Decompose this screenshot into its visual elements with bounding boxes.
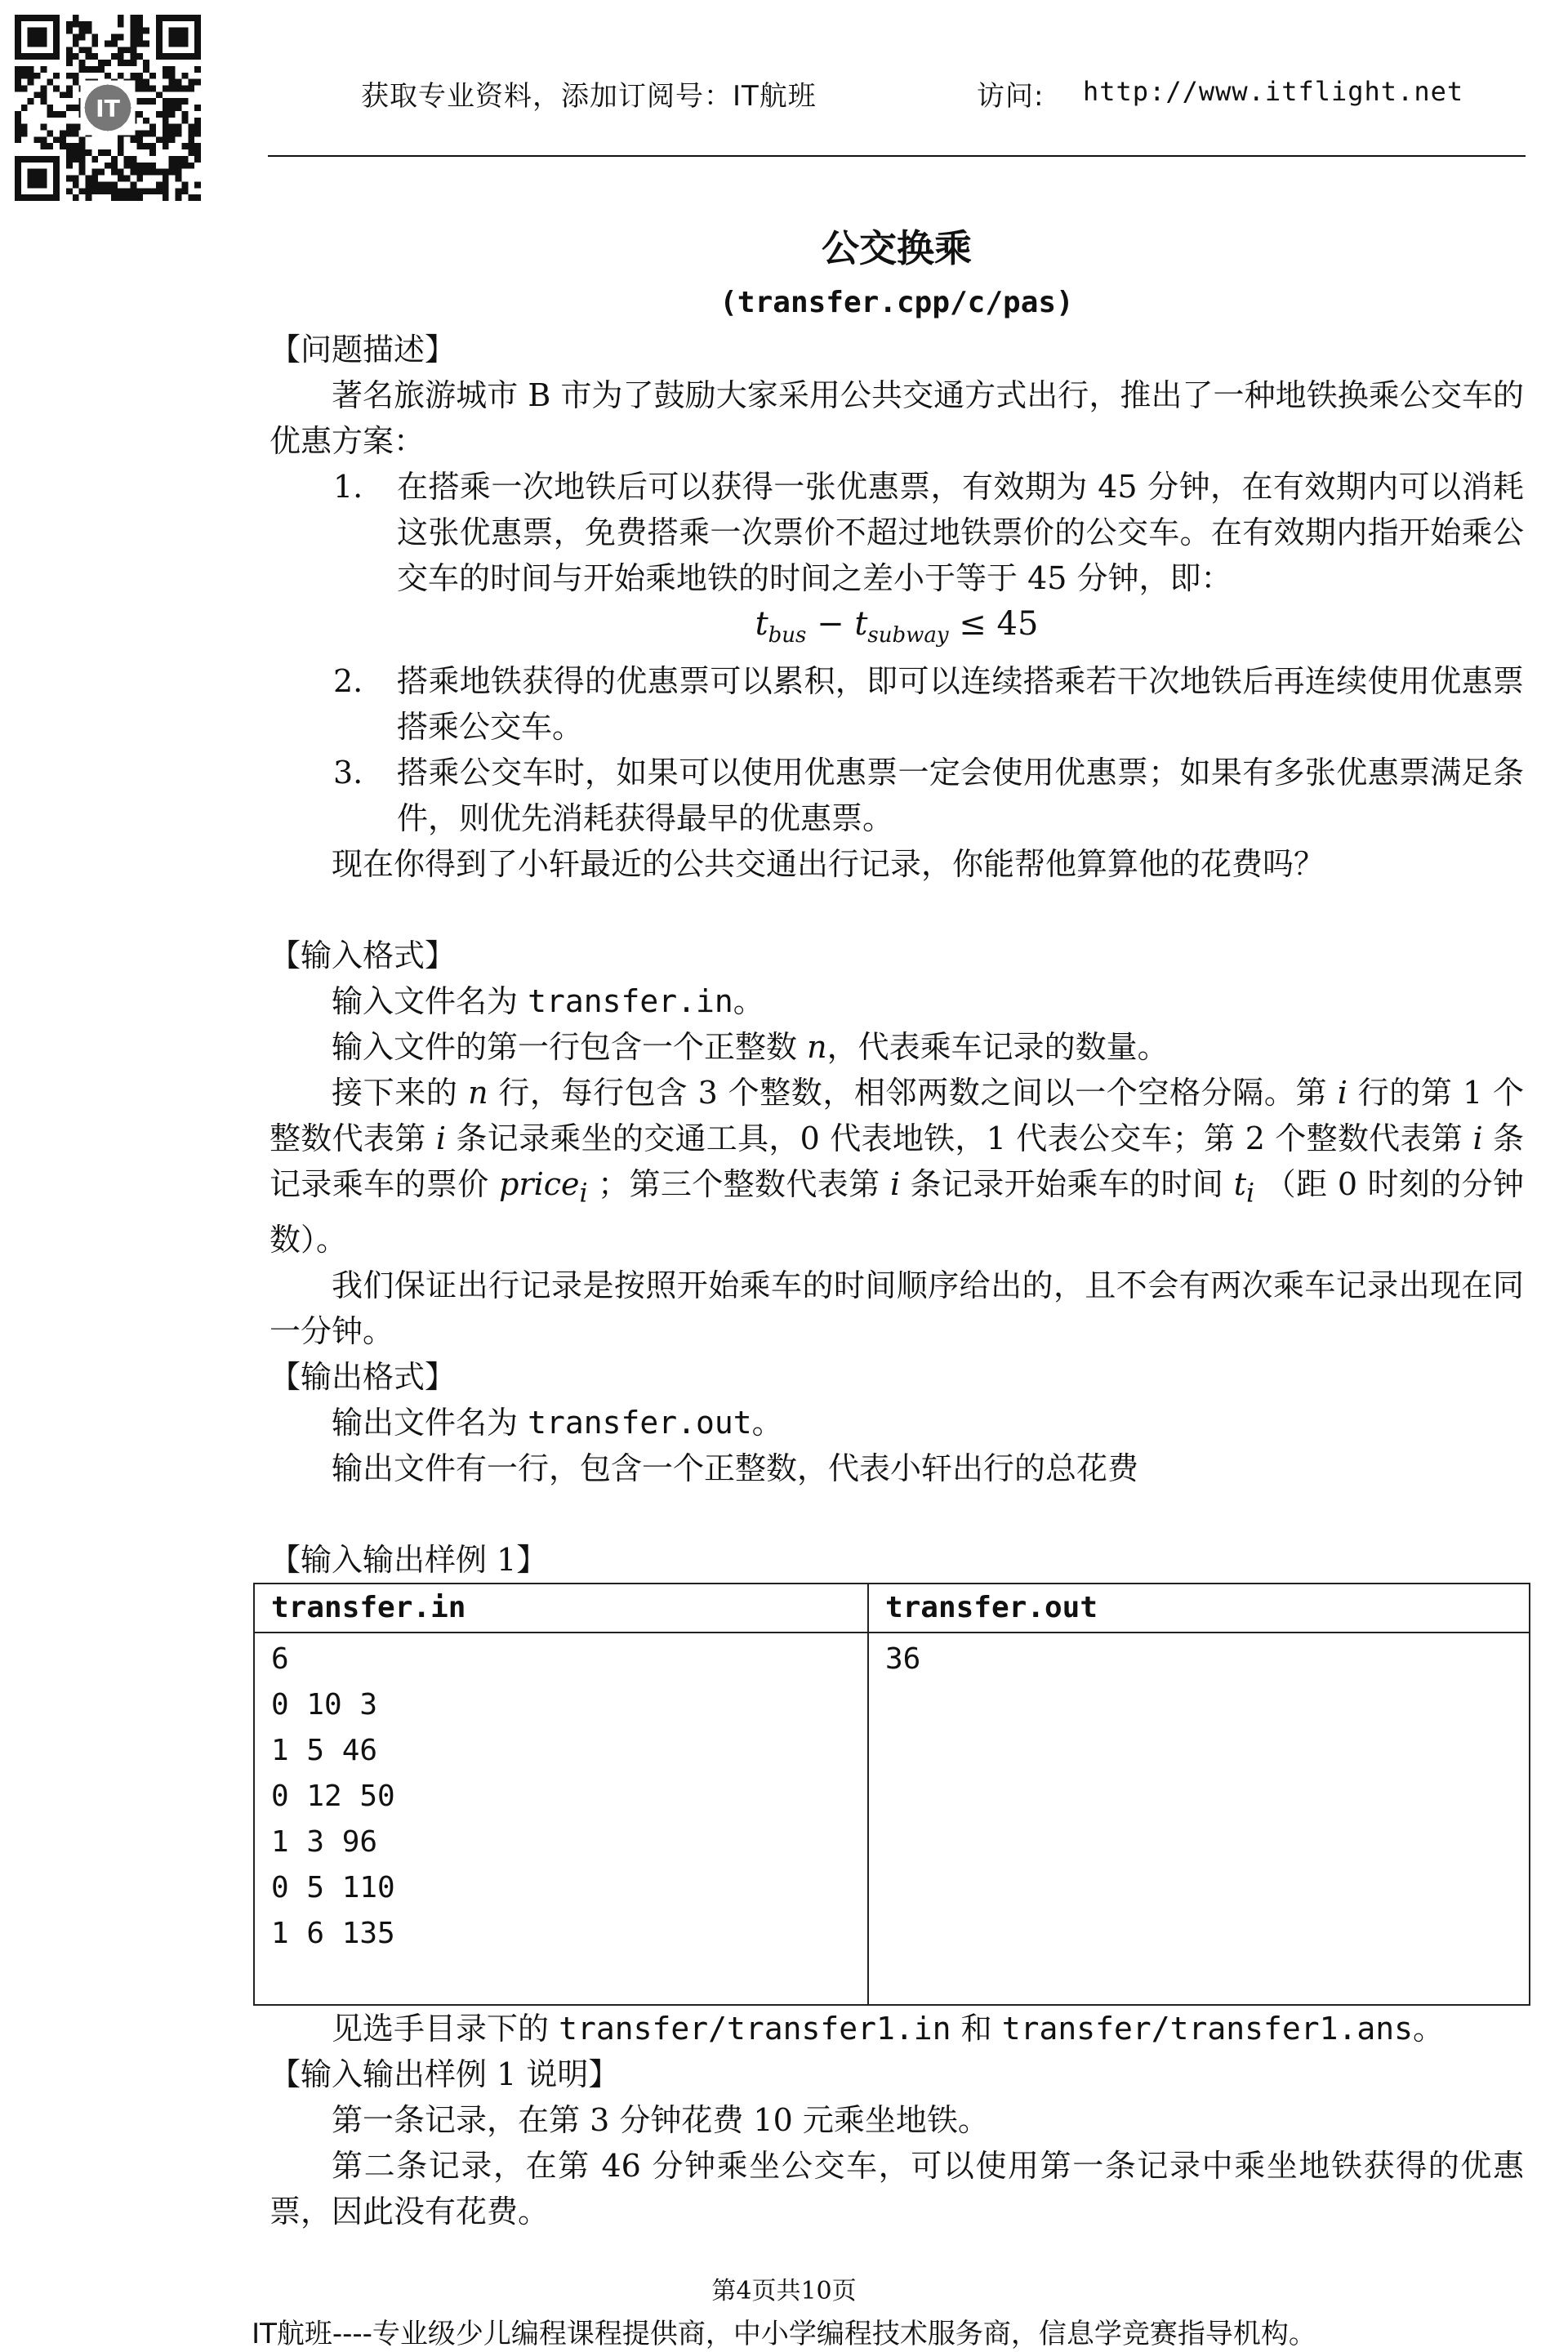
description-question: 现在你得到了小轩最近的公共交通出行记录，你能帮他算算他的花费吗？ [332,846,1325,882]
sample-input-line: 1 6 135 [271,1916,395,1950]
header-divider [268,155,1526,157]
input-filename-line: 输入文件名为 transfer.in。 [332,983,764,1019]
sample-input-line: 1 3 96 [271,1824,378,1859]
sample-input-line: 0 12 50 [271,1779,395,1813]
sample-input-content [254,1633,868,2005]
explanation-line-2: 第二条记录，在第 46 分钟乘坐公交车，可以使用第一条记录中乘坐地铁获得的优惠票，因此没有花费。 [270,2147,1524,2230]
input-filename: transfer.in [528,983,733,1019]
rule-number: 2. [333,663,363,699]
input-format-heading: 【输入格式】 [270,938,457,973]
output-filename-line: 输出文件名为 transfer.out。 [332,1404,783,1441]
problem-filenames: (transfer.cpp/c/pas) [719,286,1074,319]
input-first-line-desc: 输入文件的第一行包含一个正整数 n，代表乘车记录的数量。 [332,1029,1169,1065]
header-url-link[interactable]: http://www.itflight.net [1083,76,1464,107]
page-number: 第4页共10页 [711,2277,857,2305]
document-body [270,222,1524,2234]
input-records-desc: 接下来的 n 行，每行包含 3 个整数，相邻两数之间以一个空格分隔。第 i 行的第 1 个整数代表第 i 条记录乘坐的交通工具，0 代表地铁，1 代表公交车；第 2 个整数代表第 i 条记录乘车的票价 price$_i$ ；第三个整数代表第 i 条记录开始乘车的时间 $t_i$ （距 0 时刻的分钟数）。 [270,1075,1524,1258]
header-subscribe-text: 获取专业资料，添加订阅号：IT航班 [361,80,817,113]
qr-logo: IT [96,96,120,123]
rule-number: 1. [333,469,363,505]
output-format-heading: 【输出格式】 [270,1358,457,1395]
output-filename: transfer.out [528,1404,752,1441]
input-guarantee: 我们保证出行记录是按照开始乘车的时间顺序给出的，且不会有两次乘车记录出现在同一分钟。 [270,1267,1524,1349]
rule-item [270,658,1524,750]
description-intro: 著名旅游城市 B 市为了鼓励大家采用公共交通方式出行，推出了一种地铁换乘公交车的优惠方案： [270,377,1524,459]
sample-output-content [868,1633,1530,2005]
sample-input-line: 1 5 46 [271,1733,378,1767]
validity-formula: $t_{bus} - t_{subway} \le 45$ [755,605,1039,648]
explanation-heading: 【输入输出样例 1 说明】 [270,2056,620,2092]
footer-slogan: IT航班----专业级少儿编程课程提供商，中小学编程技术服务商，信息学竞赛指导机构。 [252,2318,1316,2350]
sample-input-line: 0 10 3 [271,1687,378,1722]
sample-output-header: transfer.out [868,1584,1530,1633]
sample-heading: 【输入输出样例 1】 [270,1541,548,1578]
description-heading: 【问题描述】 [270,332,457,368]
explanation-line-1: 第一条记录，在第 3 分钟花费 10 元乘坐地铁。 [332,2101,989,2138]
sample-input-line: 6 [271,1642,289,1676]
qr-code-image [15,15,201,201]
rule-text: 在搭乘一次地铁后可以获得一张优惠票，有效期为 45 分钟，在有效期内可以消耗这张优惠票，免费搭乘一次票价不超过地铁票价的公交车。在有效期内指开始乘公交车的时间与开始乘地铁的时间之差小于等于 45 分钟，即： [397,469,1524,596]
problem-title: 公交换乘 [822,226,972,270]
rules-list [270,464,1524,841]
header-visit-label: 访问: [977,80,1045,113]
rule-item [270,464,1524,601]
rule-text: 搭乘公交车时，如果可以使用优惠票一定会使用优惠票；如果有多张优惠票满足条件，则优先消耗获得最早的优惠票。 [397,755,1524,836]
sample-input-header: transfer.in [254,1584,868,1633]
output-desc: 输出文件有一行，包含一个正整数，代表小轩出行的总花费 [332,1450,1139,1486]
rule-text: 搭乘地铁获得的优惠票可以累积，即可以连续搭乘若干次地铁后再连续使用优惠票搭乘公交车。 [397,663,1524,745]
sample-table [253,1583,1530,2006]
sample-file-note: 见选手目录下的 transfer/transfer1.in 和 transfer/transfer1.ans。 [332,2010,1445,2047]
sample-output-line: 36 [884,1642,921,1676]
sample-input-line: 0 5 110 [271,1870,395,1904]
rule-item [270,750,1524,841]
rule-number: 3. [333,755,363,791]
